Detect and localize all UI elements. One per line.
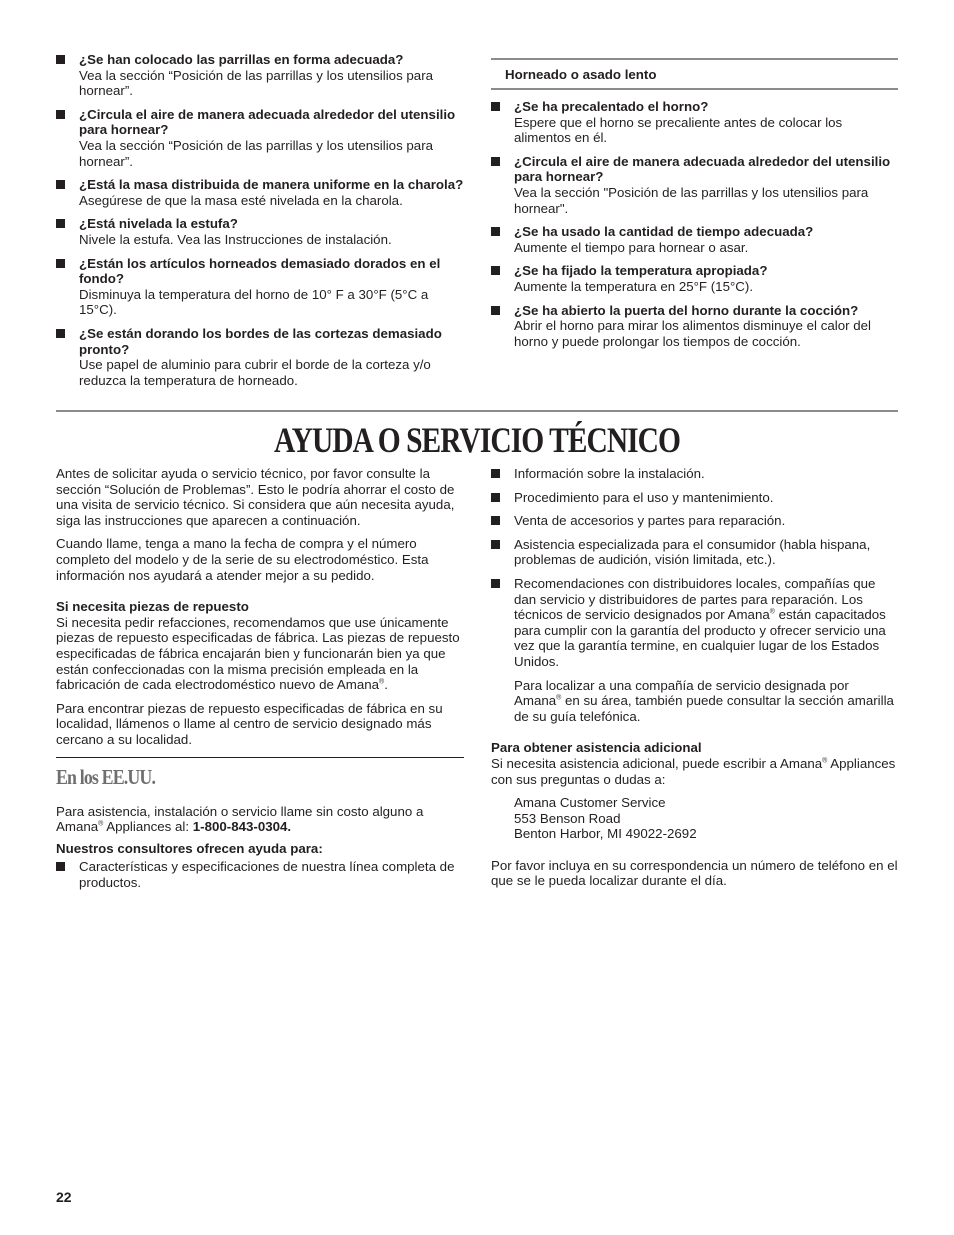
text: Para localizar a una compañía de servicio designada por Amana: [514, 677, 849, 709]
local-paragraph: [491, 678, 898, 725]
page-title: AYUDA O SERVICIO TÉCNICO: [274, 420, 680, 460]
bullet-square-icon: [491, 227, 500, 236]
text: Información sobre la instalación.: [514, 466, 705, 481]
more-help-paragraph: [491, 756, 898, 787]
text: [514, 576, 898, 670]
answer: Nivele la estufa. Vea las Instrucciones de instalación.: [79, 231, 392, 247]
answer: Espere que el horno se precaliente antes de colocar los alimentos en él.: [514, 114, 843, 146]
list-item: [56, 859, 464, 890]
us-title-row: [56, 764, 464, 796]
answer: Vea la sección “Posición de las parrillas y los utensilios para hornear”.: [79, 137, 434, 169]
top-left-column: [56, 52, 464, 396]
text: Appliances con sus preguntas o dudas a:: [491, 755, 896, 787]
page-number: 22: [56, 1189, 72, 1205]
us-title: En los EE.UU.: [56, 764, 156, 789]
answer: Use papel de aluminio para cubrir el borde de la corteza y/o reduzca la temperatura de horneado.: [79, 357, 431, 388]
list-item: [56, 216, 464, 247]
answer: Disminuya la temperatura del horno de 10° F a 30°F (5°C a 15°C).: [79, 286, 429, 318]
bottom-right-column: [491, 466, 898, 897]
bullet-square-icon: [491, 540, 500, 549]
bullet-square-icon: [491, 266, 500, 275]
list-item: [491, 513, 898, 529]
address-line: 553 Benson Road: [514, 810, 621, 826]
mailing-address: [491, 795, 898, 842]
list-item: [491, 576, 898, 670]
list-item: [491, 99, 898, 146]
bullet-square-icon: [56, 219, 65, 228]
parts-heading: Si necesita piezas de repuesto: [56, 599, 249, 615]
bullet-square-icon: [56, 110, 65, 119]
text: Para asistencia, instalación o servicio llame sin costo alguno a Amana: [56, 803, 424, 835]
text: Características y especificaciones de nuestra línea completa de productos.: [79, 859, 455, 890]
list-item: [491, 537, 898, 568]
bullet-square-icon: [491, 516, 500, 525]
text: Procedimiento para el uso y mantenimiento.: [514, 489, 774, 505]
list-item: [56, 177, 464, 208]
intro-paragraph: Cuando llame, tenga a mano la fecha de compra y el número completo del modelo y de la serie de su electrodoméstico. Esta información nos ayudará a atender mejor a su pedido.: [56, 536, 429, 583]
question: ¿Se ha fijado la temperatura apropiada?: [514, 263, 768, 279]
bullet-square-icon: [56, 55, 65, 64]
consult-heading: Nuestros consultores ofrecen ayuda para:: [56, 840, 323, 856]
question: ¿Se ha abierto la puerta del horno durante la cocción?: [514, 302, 859, 318]
registered-mark: ®: [379, 678, 385, 686]
bullet-square-icon: [56, 329, 65, 338]
text: Si necesita pedir refacciones, recomendamos que use únicamente piezas de repuesto especificadas de fábrica. Las piezas de repuesto especificadas de fábrica encajarán bien y funcionarán bien ya que están confeccionadas con la misma precisión empleada en la fabricación de cada electrodoméstico nuevo de Amana: [56, 614, 460, 693]
section-rule: [56, 757, 464, 758]
answer: Vea la sección “Posición de las parrillas y los utensilios para hornear”.: [79, 67, 434, 99]
bullet-square-icon: [56, 862, 65, 871]
question: ¿Se ha usado la cantidad de tiempo adecuada?: [514, 224, 814, 240]
question: ¿Está la masa distribuida de manera uniforme en la charola?: [79, 177, 464, 193]
text: están capacitados para cumplir con la garantía del producto y ofrecer servicio una vez que la garantía termine, en cualquier lugar de los Estados Unidos.: [514, 607, 886, 669]
answer: Asegúrese de que la masa esté nivelada en la charola.: [79, 192, 403, 208]
answer: Abrir el horno para mirar los alimentos disminuye el calor del horno y puede prolongar los tiempos de cocción.: [514, 318, 871, 349]
list-item: [491, 490, 898, 506]
text: en su área, también puede consultar la sección amarilla de su guía telefónica.: [514, 693, 894, 724]
list-item: [491, 303, 898, 350]
registered-mark: ®: [769, 608, 775, 616]
list-item: [491, 224, 898, 255]
question: ¿Circula el aire de manera adecuada alrededor del utensilio para hornear?: [79, 106, 456, 138]
question: ¿Se ha precalentado el horno?: [514, 99, 709, 114]
bullet-square-icon: [491, 102, 500, 111]
intro-paragraph: Antes de solicitar ayuda o servicio técnico, por favor consulte la sección “Solución de Problemas”. Esto le podría ahorrar el costo de una visita de servicio técnico. Si considera que aún necesita ayuda, siga las instrucciones que aparecen a continuación.: [56, 466, 455, 528]
list-item: [491, 466, 898, 482]
registered-mark: ®: [822, 757, 828, 765]
answer: Aumente la temperatura en 25°F (15°C).: [514, 278, 754, 294]
list-item: [56, 326, 464, 388]
list-item: [56, 107, 464, 169]
address-line: Benton Harbor, MI 49022-2692: [514, 826, 697, 842]
registered-mark: ®: [98, 820, 104, 828]
phone-number: 1-800-843-0304.: [192, 819, 292, 835]
bottom-left-column: [56, 466, 464, 898]
us-paragraph: [56, 804, 464, 835]
section-heading: Horneado o asado lento: [505, 67, 657, 82]
list-item: [56, 52, 464, 99]
bullet-square-icon: [491, 469, 500, 478]
question: ¿Está nivelada la estufa?: [79, 216, 238, 232]
text: .: [384, 677, 388, 693]
answer: Vea la sección "Posición de las parrillas y los utensilios para hornear".: [514, 184, 869, 216]
list-item: [491, 154, 898, 216]
section-rule: [491, 88, 898, 90]
question: ¿Se están dorando los bordes de las cortezas demasiado pronto?: [79, 325, 442, 357]
question: ¿Circula el aire de manera adecuada alrededor del utensilio para hornear?: [514, 153, 891, 185]
bullet-square-icon: [56, 259, 65, 268]
answer: Aumente el tiempo para hornear o asar.: [514, 239, 749, 255]
text: Recomendaciones con distribuidores locales, compañías que dan servicio y distribuidores de partes para reparación. Los técnicos de servicio designados por Amana: [514, 575, 876, 623]
top-right-column: [491, 99, 898, 357]
parts-paragraph: Para encontrar piezas de repuesto especificadas de fábrica en su localidad, llámenos o llame al centro de servicio designado más cercano a su localidad.: [56, 700, 443, 747]
text: Asistencia especializada para el consumidor (habla hispana, problemas de audición, visión limitada, etc.).: [514, 536, 871, 568]
bullet-square-icon: [491, 493, 500, 502]
bullet-square-icon: [56, 180, 65, 189]
bullet-square-icon: [491, 579, 500, 588]
list-item: [56, 256, 464, 318]
address-line: Amana Customer Service: [514, 795, 666, 811]
section-rule: [491, 58, 898, 60]
closing-paragraph: Por favor incluya en su correspondencia un número de teléfono en el que se le pueda localizar durante el día.: [491, 857, 898, 889]
bullet-square-icon: [491, 306, 500, 315]
text: Si necesita asistencia adicional, puede escribir a Amana: [491, 755, 823, 771]
text: Appliances al:: [103, 819, 193, 835]
question: ¿Están los artículos horneados demasiado dorados en el fondo?: [79, 255, 441, 287]
parts-paragraph: [56, 615, 464, 693]
section-divider: [56, 410, 898, 412]
registered-mark: ®: [556, 694, 562, 702]
bullet-square-icon: [491, 157, 500, 166]
more-help-heading: Para obtener asistencia adicional: [491, 740, 702, 756]
question: ¿Se han colocado las parrillas en forma adecuada?: [79, 52, 404, 67]
text: Venta de accesorios y partes para reparación.: [514, 513, 786, 529]
list-item: [491, 263, 898, 294]
